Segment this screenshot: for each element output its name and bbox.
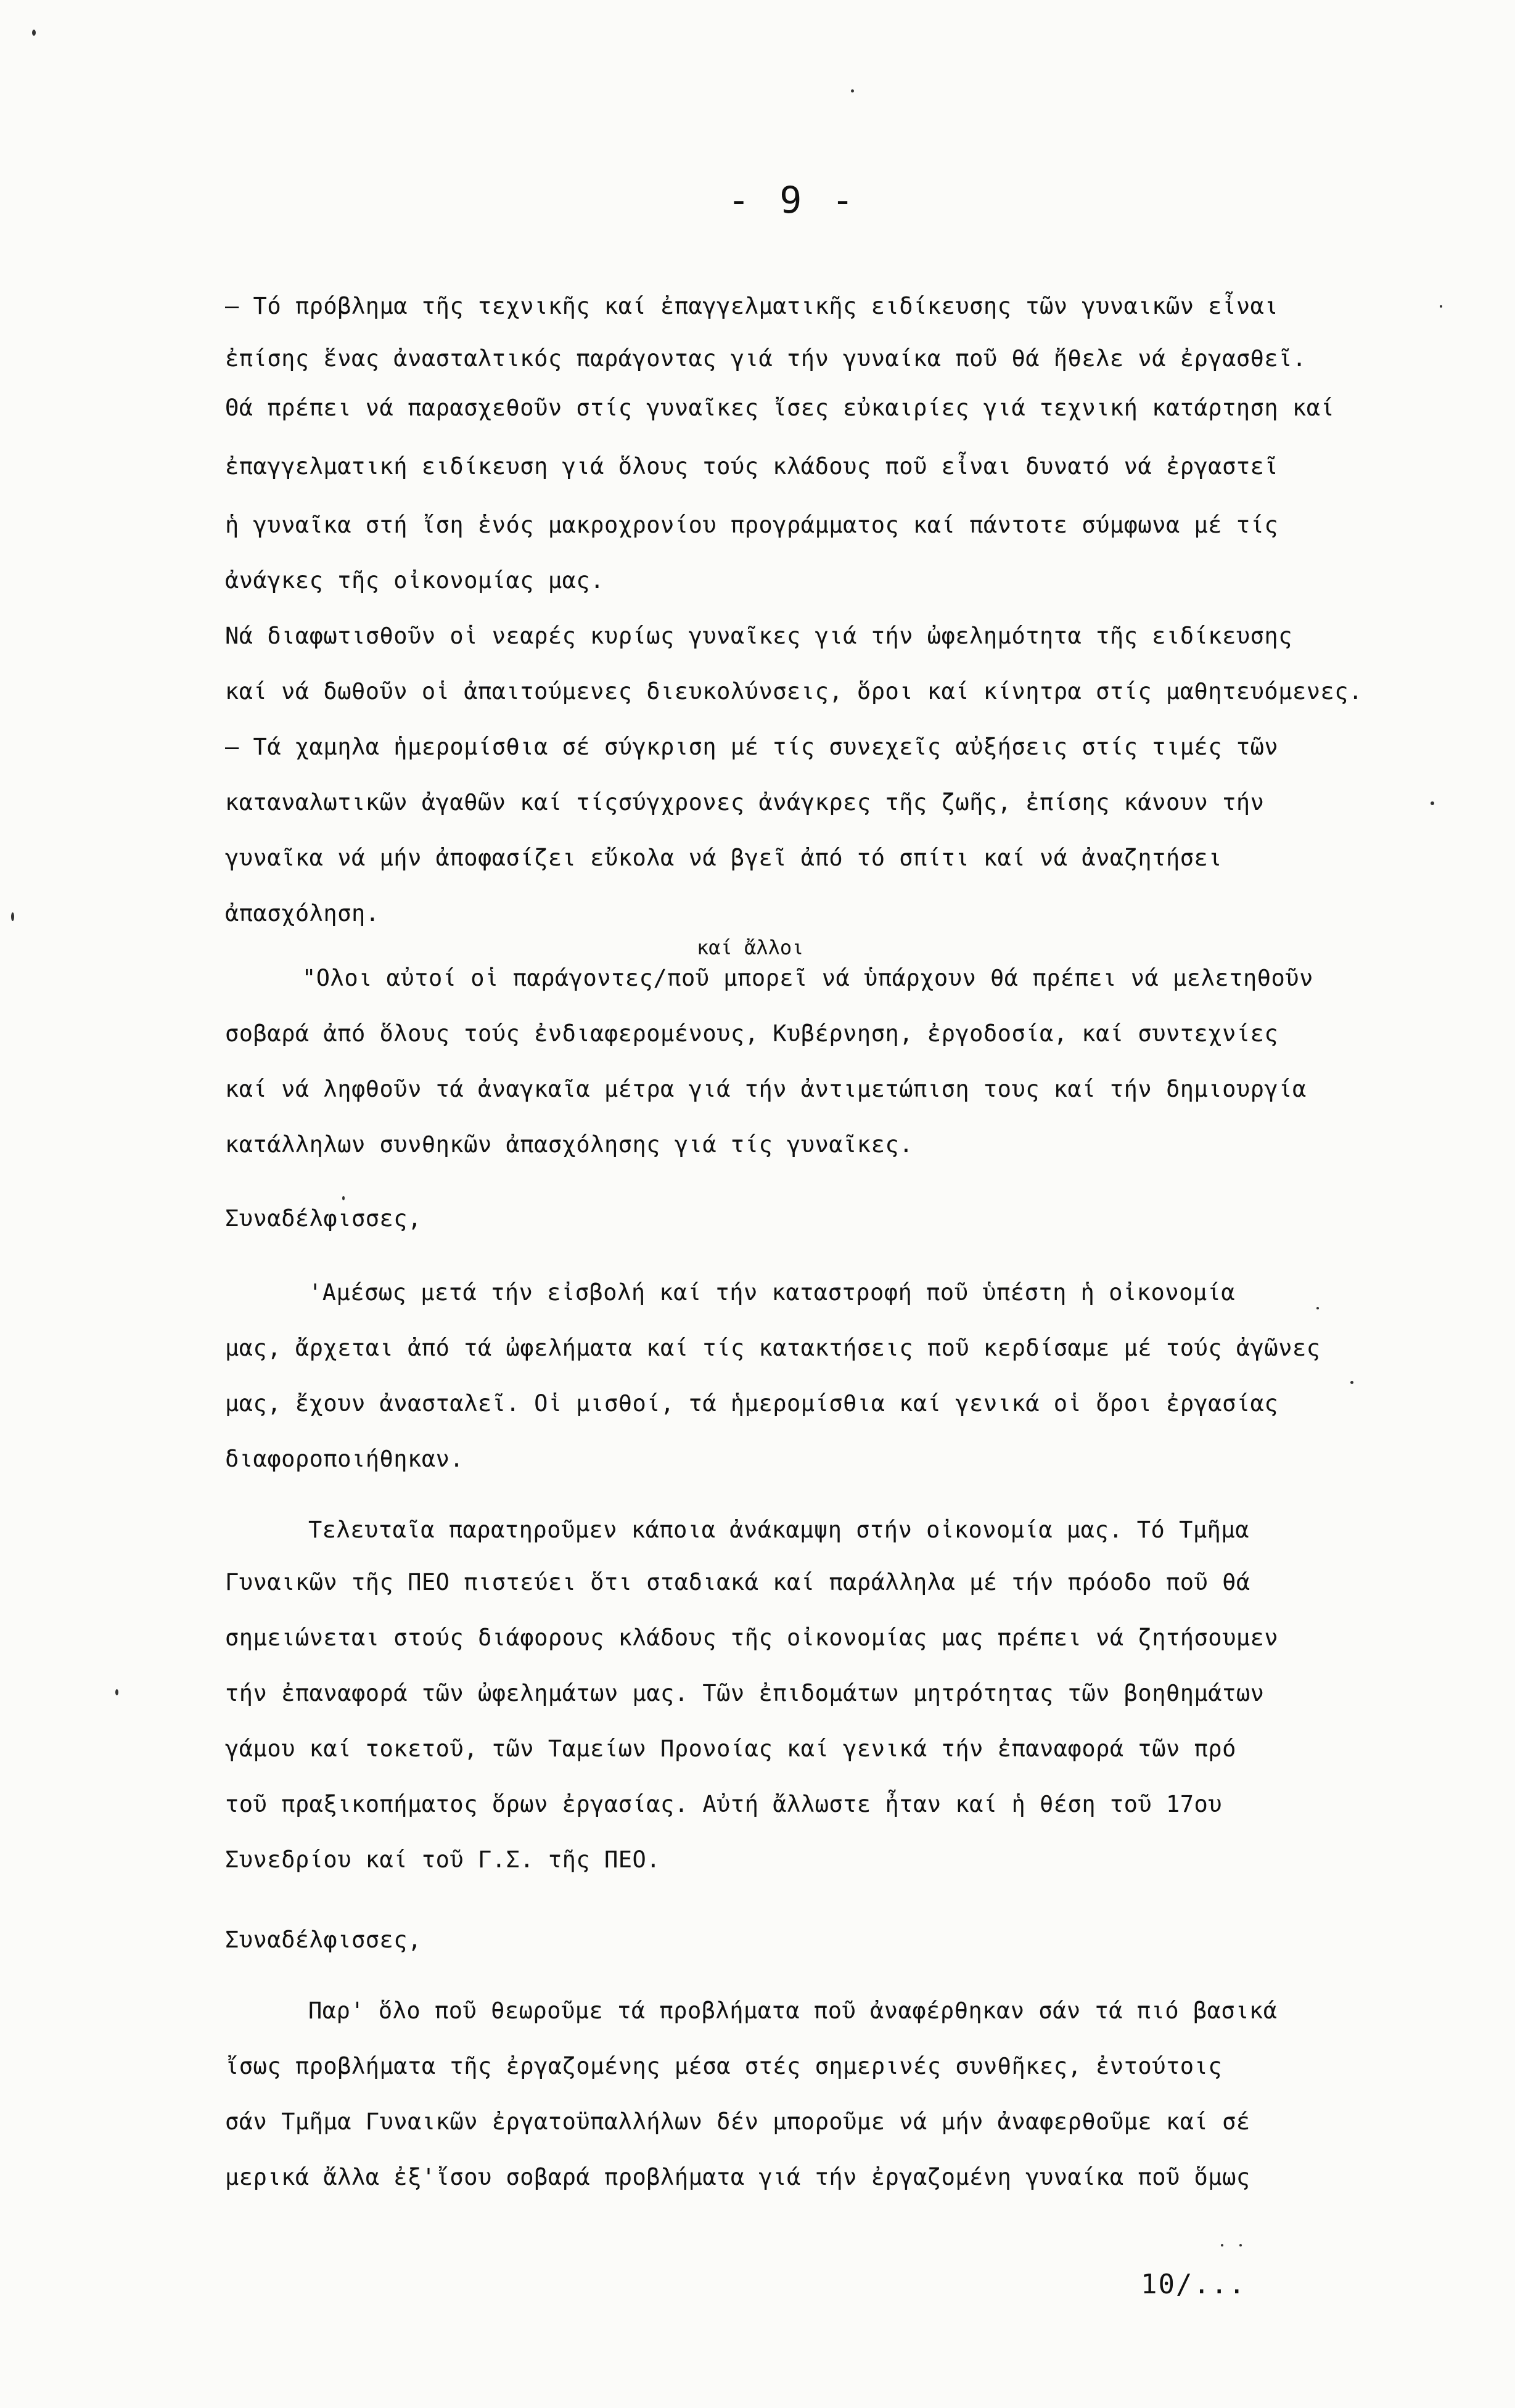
interline-insertion: καί ἄλλοι xyxy=(697,936,804,959)
text-line: ἀπασχόληση. xyxy=(225,900,380,927)
text-line: μερικά ἄλλα ἐξ'ἴσου σοβαρά προβλήματα γιά τήν ἐργαζομένη γυναίκα ποῦ ὅμως xyxy=(225,2164,1250,2190)
salutation: Συναδέλφισσες, xyxy=(225,1927,422,1953)
continuation-marker: 10/... xyxy=(1141,2269,1246,2300)
scan-speck xyxy=(11,912,14,921)
text-line: ἐπίσης ἕνας ἀνασταλτικός παράγοντας γιά τήν γυναίκα ποῦ θά ἤθελε νά ἐργασθεῖ. xyxy=(225,345,1307,372)
scan-speck xyxy=(1221,2244,1223,2246)
scan-speck xyxy=(1316,1307,1319,1309)
scan-speck xyxy=(851,89,854,92)
text-line: κατάλληλων συνθηκῶν ἀπασχόλησης γιά τίς γυναῖκες. xyxy=(225,1131,914,1158)
text-line: σημειώνεται στούς διάφορους κλάδους τῆς οἰκονομίας μας πρέπει νά ζητήσουμεν xyxy=(225,1624,1279,1651)
text-line: Θά πρέπει νά παρασχεθοῦν στίς γυναῖκες ἴσες εὐκαιρίες γιά τεχνική κατάρτηση καί xyxy=(225,395,1335,421)
scan-speck xyxy=(1440,305,1442,308)
text-line: Συνεδρίου καί τοῦ Γ.Σ. τῆς ΠΕΟ. xyxy=(225,1846,661,1873)
scan-speck xyxy=(32,30,36,36)
text-line: καταναλωτικῶν ἀγαθῶν καί τίςσύγχρονες ἀνάγκρες τῆς ζωῆς, ἐπίσης κάνουν τήν xyxy=(225,789,1265,816)
text-line: – Τό πρόβλημα τῆς τεχνικῆς καί ἐπαγγελματικῆς ειδίκευσης τῶν γυναικῶν εἶναι xyxy=(225,293,1279,319)
text-line: ἀνάγκες τῆς οἰκονομίας μας. xyxy=(225,567,604,594)
text-line: καί νά δωθοῦν οἱ ἀπαιτούμενες διευκολύνσεις, ὅροι καί κίνητρα στίς μαθητευόμενες. xyxy=(225,678,1363,705)
text-line: σοβαρά ἀπό ὅλους τούς ἐνδιαφερομένους, Κυβέρνηση, ἐργοδοσία, καί συντεχνίες xyxy=(225,1020,1279,1047)
scan-speck xyxy=(1431,801,1434,805)
text-line: ἴσως προβλήματα τῆς ἐργαζομένης μέσα στές σημερινές συνθῆκες, ἐντούτοις xyxy=(225,2053,1223,2079)
text-line: Τελευταῖα παρατηροῦμεν κάποια ἀνάκαμψη στήν οἰκονομία μας. Τό Τμῆμα xyxy=(308,1517,1249,1543)
text-line: Νά διαφωτισθοῦν οἱ νεαρές κυρίως γυναῖκες γιά τήν ὠφελημότητα τῆς ειδίκευσης xyxy=(225,623,1292,649)
text-line: γάμου καί τοκετοῦ, τῶν Ταμείων Προνοίας καί γενικά τήν ἐπαναφορά τῶν πρό xyxy=(225,1735,1236,1762)
text-line: γυναῖκα νά μήν ἀποφασίζει εὔκολα νά βγεῖ ἀπό τό σπίτι καί νά ἀναζητήσει xyxy=(225,845,1223,871)
text-line: – Τά χαμηλα ἡμερομίσθια σέ σύγκριση μέ τίς συνεχεῖς αὐξήσεις στίς τιμές τῶν xyxy=(225,734,1279,760)
page-number: - 9 - xyxy=(728,179,858,222)
text-line: τήν ἐπαναφορά τῶν ὠφελημάτων μας. Τῶν ἐπιδομάτων μητρότητας τῶν βοηθημάτων xyxy=(225,1680,1265,1706)
scan-speck xyxy=(115,1689,118,1695)
text-line: ἐπαγγελματική ειδίκευση γιά ὅλους τούς κλάδους ποῦ εἶναι δυνατό νά ἐργαστεῖ xyxy=(225,453,1279,480)
scan-speck xyxy=(1239,2244,1242,2246)
text-line: καί νά ληφθοῦν τά ἀναγκαῖα μέτρα γιά τήν ἀντιμετώπιση τους καί τήν δημιουργία xyxy=(225,1076,1307,1102)
text-line: τοῦ πραξικοπήματος ὅρων ἐργασίας. Αὐτή ἄλλωστε ἦταν καί ἡ θέση τοῦ 17ου xyxy=(225,1791,1223,1817)
salutation: Συναδέλφισσες, xyxy=(225,1205,422,1232)
text-line: μας, ἄρχεται ἀπό τά ὠφελήματα καί τίς κατακτήσεις ποῦ κερδίσαμε μέ τούς ἀγῶνες xyxy=(225,1335,1321,1361)
text-line: 'Αμέσως μετά τήν εἰσβολή καί τήν καταστροφή ποῦ ὑπέστη ἡ οἰκονομία xyxy=(308,1279,1236,1306)
text-line: Γυναικῶν τῆς ΠΕΟ πιστεύει ὅτι σταδιακά καί παράλληλα μέ τήν πρόοδο ποῦ θά xyxy=(225,1569,1250,1595)
text-line: σάν Τμῆμα Γυναικῶν ἐργατοϋπαλλήλων δέν μποροῦμε νά μήν ἀναφερθοῦμε καί σέ xyxy=(225,2108,1250,2135)
text-line: μας, ἔχουν ἀνασταλεῖ. Οἱ μισθοί, τά ἡμερομίσθια καί γενικά οἱ ὅροι ἐργασίας xyxy=(225,1390,1279,1417)
text-line: "Ολοι αὐτοί οἱ παράγοντες/ποῦ μπορεῖ νά ὑπάρχουν θά πρέπει νά μελετηθοῦν xyxy=(302,965,1313,991)
text-line: διαφοροποιήθηκαν. xyxy=(225,1446,464,1472)
scan-speck xyxy=(342,1196,345,1200)
text-line: Παρ' ὅλο ποῦ θεωροῦμε τά προβλήματα ποῦ ἀναφέρθηκαν σάν τά πιό βασικά xyxy=(308,1997,1278,2024)
scan-speck xyxy=(1350,1381,1353,1384)
text-line: ἡ γυναῖκα στή ἴση ἑνός μακροχρονίου προγράμματος καί πάντοτε σύμφωνα μέ τίς xyxy=(225,512,1279,538)
